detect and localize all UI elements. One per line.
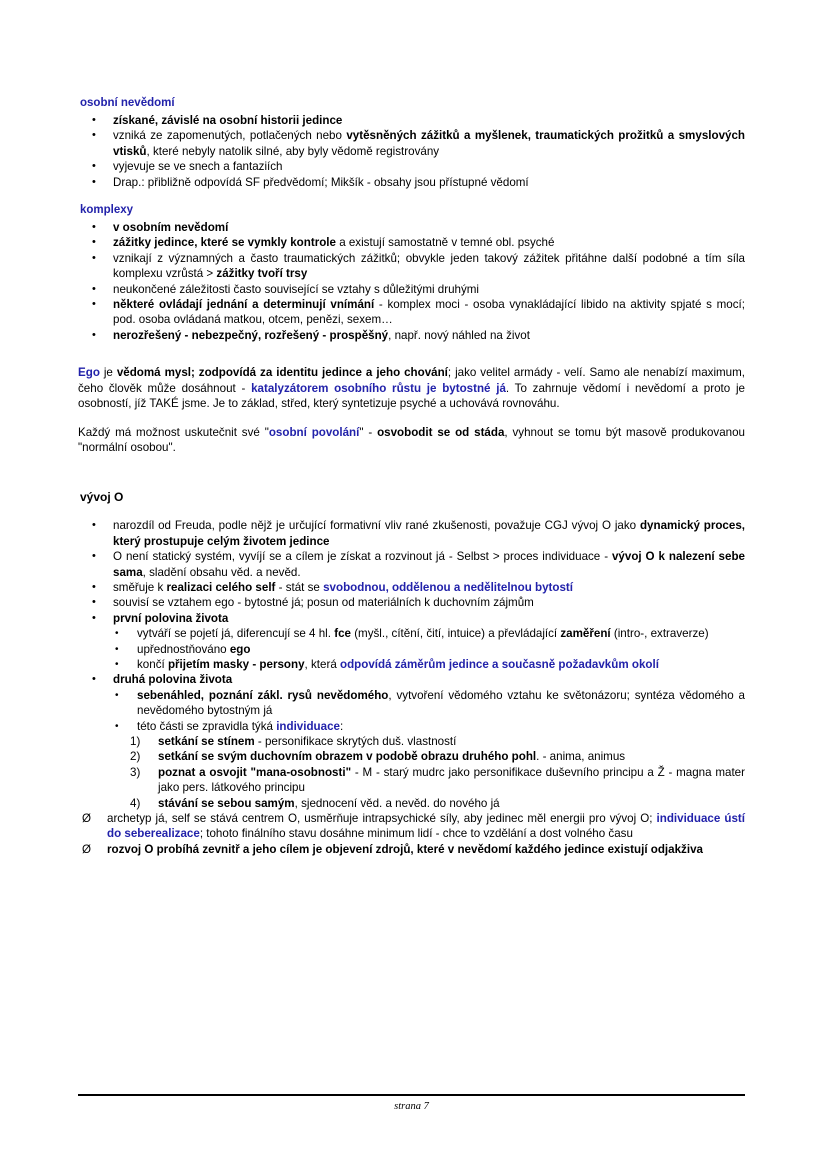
list-item-text: získané, závislé na osobní historii jedince <box>113 114 343 127</box>
list-item-text-part: (intro-, extraverze) <box>610 627 709 641</box>
list-item-text-bold: fce <box>334 627 351 641</box>
wingdings-text-bold: rozvoj O probíhá zevnitř a jeho cílem je objevení zdrojů, které v nevědomí každého jedince existují odjakživa <box>107 842 703 856</box>
wingdings-text-highlight: individuace ústí do seberealizace <box>107 812 745 841</box>
sublist-prvni-polovina <box>78 626 745 672</box>
paragraph-text-part: . To zahrnuje vědomí i nevědomí a proto je osobností, jíž TAKÉ jsme. Je to základ, střed, který syntetizuje psyché a uchovává rovnováhu. <box>78 381 745 411</box>
wingdings-item-archetyp <box>82 811 745 842</box>
list-item-text-bold: vývoj O k nalezení sebe sama <box>113 550 745 579</box>
list-item <box>88 580 745 595</box>
bullet-icon: • <box>92 175 96 188</box>
list-item-text-bold: stávání se sebou samým <box>158 796 295 810</box>
list-item-text-highlight: odpovídá záměrům jedince a současně požadavkům okolí <box>340 657 659 671</box>
list-item <box>88 672 745 687</box>
list-item-text: druhá polovina života <box>113 673 233 687</box>
list-item-text-part: končí <box>137 657 168 671</box>
bullet-icon: • <box>92 596 96 609</box>
wingdings-arrow-icon: Ø <box>82 812 92 826</box>
list-item-text-part: této části se zpravidla týká <box>137 719 277 733</box>
list-item-text-part: - stát se <box>275 580 324 594</box>
bullet-icon: • <box>115 643 119 655</box>
numbered-list-individuace <box>78 734 745 811</box>
list-item <box>111 657 745 672</box>
list-vyvoj-o <box>78 518 745 626</box>
list-item <box>111 626 745 641</box>
list-item-text-bold: zážitky jedince, které se vymkly kontrole <box>113 236 336 250</box>
paragraph-text-bold: vědomá mysl; zodpovídá za identitu jedince a jeho chování <box>116 366 448 380</box>
list-item-text: v osobním nevědomí <box>113 221 229 235</box>
list-item-text-bold: vytěsněných zážitků a myšlenek, traumatických prožitků a smyslových vtisků <box>113 129 745 158</box>
heading-spacer <box>78 509 745 518</box>
list-item <box>88 251 745 282</box>
bullet-icon: • <box>115 628 119 640</box>
list-item-text-part: a existují samostatně v temné obl. psyché <box>335 236 555 250</box>
footer-divider <box>78 1094 745 1096</box>
bullet-icon: • <box>92 221 96 234</box>
bullet-icon: • <box>92 328 96 341</box>
paragraph-text-part: je <box>99 366 117 380</box>
list-item <box>88 328 745 343</box>
list-osobni-nevedomi <box>78 113 745 190</box>
list-item-text-part: , vytvoření vědomého vztahu ke světonázoru; syntéza vědomého a nevědomého bytostným já <box>137 688 746 718</box>
wingdings-text-part: archetyp já, self se stává centrem O, usměrňuje intrapsychické síly, aby jedinec měl energii pro vývoj O; <box>107 812 657 826</box>
list-item-text-part: směřuje k <box>113 580 167 594</box>
list-item-text-bold: zážitky tvoří trsy <box>216 267 308 281</box>
bullet-icon: • <box>92 611 96 624</box>
bullet-icon: • <box>92 550 96 563</box>
list-item-text: Drap.: přibližně odpovídá SF předvědomí; Mikšík - obsahy jsou přístupné vědomí <box>113 175 529 189</box>
paragraph-text-part: Každý má možnost uskutečnit své " <box>78 425 269 439</box>
list-item-text-bold: setkání se stínem <box>158 735 255 748</box>
section-heading-osobni-nevedomi: osobní nevědomí <box>80 97 175 109</box>
bullet-icon: • <box>92 519 96 532</box>
list-item <box>111 688 745 719</box>
sublist-druha-polovina <box>78 688 745 734</box>
list-item-text-part: : <box>339 719 344 733</box>
paragraph-text-highlight: osobní povolání <box>268 425 360 439</box>
bullet-icon: • <box>92 298 96 311</box>
section-heading-komplexy: komplexy <box>80 204 134 217</box>
list-item-text-part: (myšl., cítění, čití, intuice) a převládající <box>350 627 561 641</box>
paragraph-text-part: ; jako velitel armády - velí. Samo ale nenabízí maximum, čeho člověk může dosáhnout - <box>78 366 746 395</box>
bullet-icon: • <box>92 580 96 593</box>
list-item-text: neukončené záležitosti často související se vztahy s důležitými druhými <box>113 282 480 296</box>
paragraph-spacer <box>78 412 745 425</box>
bullet-icon: • <box>92 251 96 264</box>
list-komplexy <box>78 220 745 343</box>
list-item-text-part: vytváří se pojetí já, diferencují se 4 hl. <box>137 627 335 641</box>
list-item-text-bold: některé ovládají jednání a determinují vnímání <box>113 298 375 312</box>
bullet-icon: • <box>92 236 96 249</box>
bullet-icon: • <box>115 720 119 732</box>
list-item-text-bold: dynamický proces, který prostupuje celým životem jedince <box>113 519 745 548</box>
wingdings-text-part: ; tohoto finálního stavu dosáhne minimum lidí - chce to vzdělání a dost volného času <box>199 827 633 841</box>
paragraph-text-part: , vyhnout se tomu být masově produkovanou "normální osobou". <box>78 425 745 454</box>
list-item <box>88 220 745 235</box>
list-item-text-part: narozdíl od Freuda, podle nějž je určující formativní vliv rané zkušenosti, považuje CGJ vývoj O jako <box>113 519 640 533</box>
list-item-text-bold: zaměření <box>560 627 611 641</box>
list-item <box>88 175 745 190</box>
list-item <box>88 282 745 297</box>
list-item <box>88 518 745 549</box>
list-item-text-part: - personifikace skrytých duš. vlastností <box>254 735 457 748</box>
list-item-text-part: vzniká ze zapomenutých, potlačených nebo <box>113 129 347 143</box>
paragraph-text-highlight: katalyzátorem osobního růstu je bytostné já <box>251 381 506 395</box>
term-ego: Ego <box>78 366 100 380</box>
bullet-icon: • <box>92 160 96 173</box>
list-item-text-part: , sladění obsahu věd. a nevěd. <box>142 565 301 579</box>
list-item <box>111 642 745 657</box>
list-item <box>88 113 745 128</box>
list-item-text-bold: poznat a osvojit "mana-osobnosti" <box>158 765 352 779</box>
list-item-text: vyjevuje se ve snech a fantaziích <box>113 160 283 174</box>
list-item-text-part: , sjednocení věd. a nevěd. do nového já <box>294 796 500 810</box>
list-item <box>88 128 745 159</box>
list-item-text-part: - komplex moci - osoba vynakládající libido na aktivity spjaté s mocí; pod. osoba ovládaná matkou, otcem, penězi, sexem… <box>113 298 745 327</box>
section-spacer <box>78 190 745 203</box>
list-item-text-bold: sebenáhled, poznání zákl. rysů nevědomého <box>137 688 389 702</box>
bullet-icon: • <box>92 673 96 686</box>
paragraph-povolani <box>78 425 745 456</box>
list-item <box>111 719 745 734</box>
section-spacer <box>78 343 745 365</box>
list-item-number: 2) <box>130 750 141 764</box>
list-item-text-part: - M - starý mudrc jako personifikace duševního principu a Ž - magna mater jako pers. látkového principu <box>158 765 745 795</box>
list-item-text-part: vznikají z významných a často traumatických zážitků; obvykle jeden takový zážitek přitáhne další podobné a tím síla komplexu vzrůstá > <box>113 251 745 281</box>
list-item-text-part: , které nebyly natolik silné, aby byly vědomě registrovány <box>146 144 440 158</box>
list-item <box>130 796 745 811</box>
list-item-text-bold: setkání se svým duchovním obrazem v podobě obrazu druhého pohl <box>158 750 537 764</box>
list-item-text: první polovina života <box>113 611 229 625</box>
list-item-text-highlight: svobodnou, oddělenou a nedělitelnou bytostí <box>323 580 574 594</box>
list-item-text-bold: ego <box>229 642 251 656</box>
list-item <box>130 734 745 749</box>
page-footer <box>78 1094 745 1112</box>
list-item <box>88 595 745 610</box>
list-item <box>88 297 745 328</box>
list-item <box>130 765 745 796</box>
list-item-text: souvisí se vztahem ego - bytostné já; posun od materiálních k duchovním zájmům <box>113 596 534 610</box>
list-item-text-bold: přijetím masky - persony <box>167 657 305 671</box>
bullet-icon: • <box>92 114 96 126</box>
list-item-text-bold: nerozřešený - nebezpečný, rozřešený - prospěšný <box>113 328 389 342</box>
bullet-icon: • <box>115 658 119 670</box>
list-item <box>88 235 745 250</box>
page-number: strana 7 <box>394 1101 429 1112</box>
document-content <box>78 96 745 857</box>
list-item <box>88 159 745 174</box>
paragraph-ego <box>78 365 745 411</box>
section-heading-vyvoj-o: vývoj O <box>80 490 124 505</box>
wingdings-arrow-icon: Ø <box>82 842 92 856</box>
list-item-text-part: upřednostňováno <box>137 642 230 656</box>
bullet-icon: • <box>92 129 96 142</box>
list-item-number: 1) <box>130 735 141 748</box>
list-druha-polovina-heading <box>78 672 745 687</box>
list-item-text-part: , která <box>304 657 340 671</box>
bullet-icon: • <box>92 282 96 295</box>
paragraph-text-part: " - <box>359 425 378 439</box>
list-item <box>130 749 745 764</box>
list-item-text-part: , např. nový náhled na život <box>388 328 530 342</box>
list-item <box>88 611 745 626</box>
list-item <box>88 549 745 580</box>
list-item-number: 3) <box>130 765 141 779</box>
paragraph-text-bold: osvobodit se od stáda <box>377 425 505 439</box>
list-item-text-part: . - anima, animus <box>536 750 626 764</box>
wingdings-item-rozvoj <box>82 842 745 857</box>
list-item-number: 4) <box>130 796 141 810</box>
section-spacer <box>78 455 745 489</box>
list-item-text-part: O není statický systém, vyvíjí se a cílem je získat a rozvinout já - Selbst > proces individuace - <box>113 550 612 564</box>
bullet-icon: • <box>115 689 119 701</box>
list-item-text-bold: realizaci celého self <box>166 580 276 594</box>
list-item-text-highlight: individuace <box>276 719 340 733</box>
